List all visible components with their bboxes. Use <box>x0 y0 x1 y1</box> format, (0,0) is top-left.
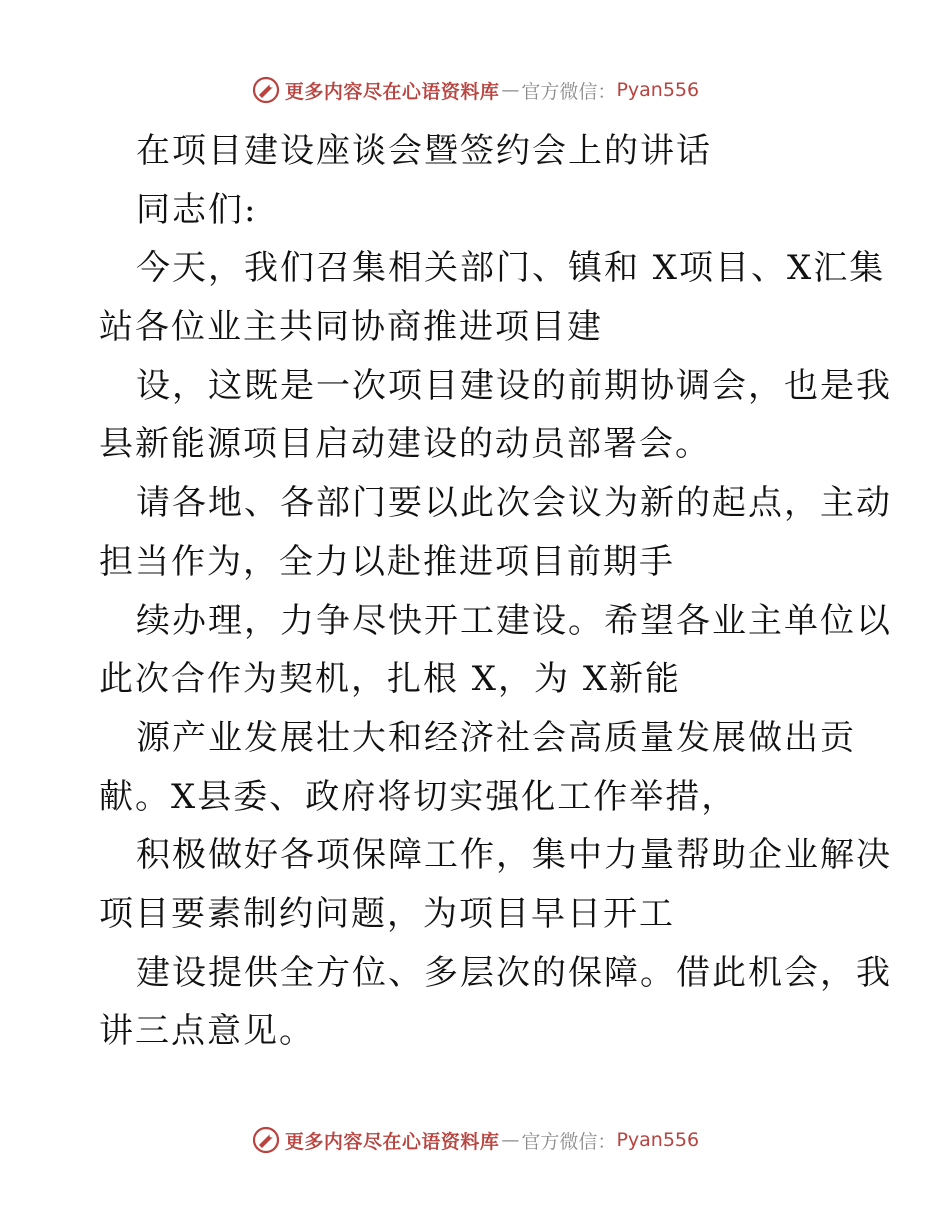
watermark-text: 更多内容尽在心语资料库 <box>284 80 500 103</box>
watermark-label: 官方微信： <box>521 1130 617 1153</box>
document-line: 今天，我们召集相关部门、镇和 X项目、X汇集 <box>136 248 886 289</box>
document-line: 讲三点意见。 <box>99 1011 315 1052</box>
document-line: 续办理，力争尽快开工建设。希望各业主单位以 <box>136 600 892 641</box>
document-line: 项目要素制约问题，为项目早日开工 <box>99 893 675 934</box>
footer-watermark <box>0 1120 950 1160</box>
document-line: 在项目建设座谈会暨签约会上的讲话 <box>136 131 712 171</box>
pen-circle-logo-icon <box>251 75 281 105</box>
document-line: 设，这既是一次项目建设的前期协调会，也是我 <box>136 365 892 406</box>
document-line: 建设提供全方位、多层次的保障。借此机会，我 <box>136 952 892 993</box>
document-body <box>99 122 892 1061</box>
document-line: 站各位业主共同协商推进项目建 <box>99 307 603 348</box>
document-line: 县新能源项目启动建设的动员部署会。 <box>99 424 711 465</box>
document-line: 源产业发展壮大和经济社会高质量发展做出贡 <box>136 717 856 758</box>
watermark-label: 官方微信： <box>521 80 617 103</box>
watermark-separator: — <box>501 1129 520 1151</box>
document-line: 献。X县委、政府将切实强化工作举措， <box>99 776 738 817</box>
watermark-separator: — <box>501 79 520 101</box>
watermark-text: 更多内容尽在心语资料库 <box>284 1130 500 1153</box>
document-line: 积极做好各项保障工作，集中力量帮助企业解决 <box>136 835 892 876</box>
document-line: 同志们: <box>136 189 258 230</box>
header-watermark <box>0 70 950 110</box>
document-line: 此次合作为契机，扎根 X，为 X新能 <box>99 659 682 700</box>
watermark-id: Pyan556 <box>616 79 700 101</box>
document-line: 担当作为，全力以赴推进项目前期手 <box>99 541 675 582</box>
pen-circle-logo-icon <box>251 1125 281 1155</box>
document-line: 请各地、各部门要以此次会议为新的起点，主动 <box>136 483 892 524</box>
watermark-id: Pyan556 <box>616 1129 700 1151</box>
